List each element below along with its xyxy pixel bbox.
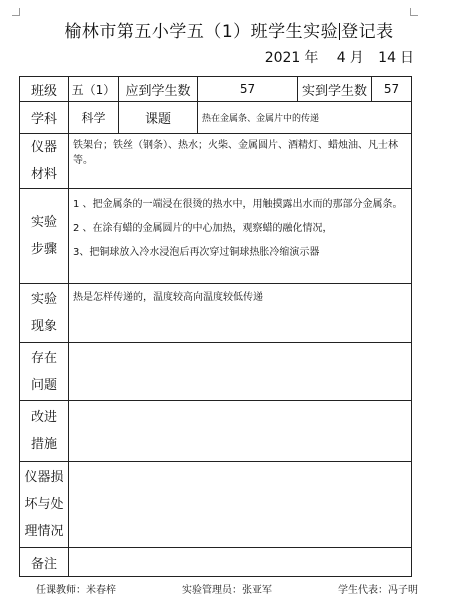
row-steps bbox=[20, 189, 412, 284]
row-subject bbox=[20, 102, 412, 134]
problems-label bbox=[20, 343, 69, 401]
expected-count-value[interactable]: 57 bbox=[198, 77, 298, 102]
improvement-label-line2: 措施 bbox=[30, 437, 57, 452]
phenomenon-label-line2: 现象 bbox=[30, 319, 57, 334]
phenomenon-label-line1: 实验 bbox=[30, 292, 57, 307]
student-signature: 学生代表：冯子明 bbox=[338, 585, 418, 596]
teacher-signature: 任课教师：米春梓 bbox=[36, 585, 116, 596]
step-item-1: 1 、把金属条的一端浸在很烫的热水中，用触摸露出水而的那部分金属条。 bbox=[73, 199, 403, 210]
damage-label-line1: 仪器损 bbox=[24, 470, 64, 485]
manager-signature: 实验管理员：张亚军 bbox=[182, 585, 272, 596]
topic-label: 课题 bbox=[119, 102, 198, 134]
title-text-end: 登记表 bbox=[341, 22, 394, 42]
row-problems bbox=[20, 343, 412, 401]
date-year: 2021 bbox=[264, 50, 301, 66]
date-line bbox=[261, 47, 414, 67]
equipment-text[interactable]: 铁架台；铁丝（钢条）、热水；火柴、金属圆片、酒精灯、蜡烛油、凡士林等。 bbox=[69, 134, 412, 189]
steps-label bbox=[20, 189, 69, 284]
step-item-2: 2 、在涂有蜡的金属圆片的中心加热，观察蜡的融化情况， bbox=[73, 223, 333, 234]
date-month: 4 bbox=[336, 50, 346, 66]
class-value[interactable]: 五（1） bbox=[69, 77, 119, 102]
date-year-unit: 年 bbox=[304, 50, 319, 66]
row-damage bbox=[20, 462, 412, 548]
steps-label-line2: 步骤 bbox=[30, 242, 57, 257]
phenomenon-text[interactable]: 热是怎样传递的，温度较高向温度较低传递 bbox=[69, 284, 412, 343]
document-title bbox=[0, 17, 458, 42]
expected-count-label: 应到学生数 bbox=[119, 77, 198, 102]
actual-count-value[interactable]: 57 bbox=[372, 77, 412, 102]
text-cursor bbox=[339, 23, 340, 40]
equipment-label-line1: 仪器 bbox=[30, 140, 57, 155]
subject-value[interactable]: 科学 bbox=[69, 102, 119, 134]
date-day-unit: 日 bbox=[400, 50, 414, 66]
remarks-label: 备注 bbox=[20, 548, 69, 577]
problems-text[interactable] bbox=[69, 343, 412, 401]
page-corner-mark-right bbox=[410, 8, 418, 16]
damage-label bbox=[20, 462, 69, 548]
class-label: 班级 bbox=[20, 77, 69, 102]
steps-text[interactable] bbox=[69, 189, 412, 284]
actual-count-label: 实到学生数 bbox=[298, 77, 372, 102]
damage-text[interactable] bbox=[69, 462, 412, 548]
damage-label-line2: 坏与处 bbox=[24, 497, 64, 512]
problems-label-line2: 问题 bbox=[30, 377, 57, 393]
row-remarks bbox=[20, 548, 412, 577]
subject-label: 学科 bbox=[20, 102, 69, 134]
equipment-label bbox=[20, 134, 69, 189]
row-phenomenon bbox=[20, 284, 412, 343]
row-class-info bbox=[20, 77, 412, 102]
topic-value[interactable]: 热在金属条、金属片中的传递 bbox=[198, 102, 412, 134]
row-equipment bbox=[20, 134, 412, 189]
equipment-label-line2: 材料 bbox=[30, 167, 57, 182]
improvement-label-line1: 改进 bbox=[30, 410, 57, 425]
signature-footer bbox=[36, 581, 418, 596]
date-day: 14 bbox=[378, 50, 396, 66]
improvement-label bbox=[20, 401, 69, 462]
phenomenon-label bbox=[20, 284, 69, 343]
remarks-text[interactable] bbox=[69, 548, 412, 577]
page-corner-mark-left bbox=[12, 8, 20, 16]
registration-table bbox=[19, 76, 412, 577]
improvement-text[interactable] bbox=[69, 401, 412, 462]
steps-label-line1: 实验 bbox=[30, 215, 57, 230]
row-improvement bbox=[20, 401, 412, 462]
title-text-start: 榆林市第五小学五（1）班学生实验 bbox=[64, 22, 339, 42]
date-month-unit: 月 bbox=[349, 50, 364, 66]
damage-label-line3: 理情况 bbox=[24, 524, 64, 539]
step-item-3: 3、把铜球放入冷水浸泡后再次穿过铜球热胀冷缩演示器 bbox=[73, 247, 320, 258]
problems-label-line1: 存在 bbox=[30, 350, 57, 366]
